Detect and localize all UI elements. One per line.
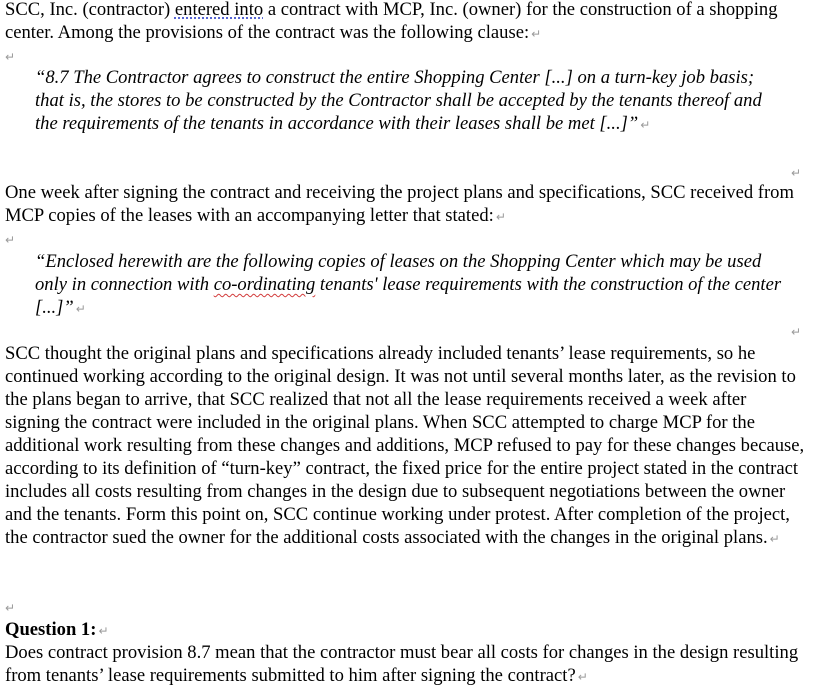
letter-intro-paragraph: [5, 181, 805, 229]
letter-intro-text: One week after signing the contract and receiving the project plans and specifications, SCC received from MCP copies of the leases with an accompanying letter that stated:: [5, 182, 794, 226]
narrative-text: SCC thought the original plans and specifications already included tenants’ lease requirements, so he continued working according to the original design. It was not until several months later, as the revision to the plans began to arrive, that SCC realized that not all the lease requirements received a week after signing the contract were included in the original plans. When SCC attempted to charge MCP for the additional work resulting from these changes and additions, MCP refused to pay for these changes because, according to its definition of “turn-key” contract, the fixed price for the entire project stated in the contract includes all costs resulting from changes in the design due to subsequent negotiations between the owner and the tenants. Form this point on, SCC continue working under protest. After completion of the project, the contractor sued the owner for the additional costs associated with the changes in the original plans.: [5, 343, 805, 548]
letter-quote-text-start: “Enclosed herewith are the following copies of leases on the Shopping Center which may be used only in connection with: [35, 251, 762, 295]
paragraph-mark-icon: ↵: [5, 601, 16, 615]
flagged-word[interactable]: co-ordinating: [213, 274, 316, 295]
paragraph-mark-icon: ↵: [640, 118, 651, 132]
letter-quote: [35, 250, 785, 321]
question-heading: [5, 618, 805, 643]
intro-paragraph: [5, 0, 805, 46]
intro-text-start: SCC, Inc. (contractor): [5, 0, 175, 20]
paragraph-mark-icon: ↵: [75, 302, 86, 316]
paragraph-mark-icon: ↵: [5, 50, 16, 64]
paragraph-mark-icon: ↵: [495, 210, 506, 224]
paragraph-mark-icon: ↵: [531, 27, 542, 41]
question-heading-text: Question 1:: [5, 619, 97, 640]
paragraph-mark-icon: ↵: [5, 233, 16, 247]
paragraph-mark-icon: ↵: [577, 670, 588, 684]
flagged-phrase[interactable]: entered into: [174, 0, 264, 20]
question-paragraph: [5, 641, 805, 689]
paragraph-mark-icon: ↵: [790, 325, 801, 339]
clause-quote: [35, 66, 785, 137]
paragraph-mark-icon: ↵: [790, 166, 801, 180]
paragraph-mark-icon: ↵: [769, 532, 780, 546]
narrative-paragraph: [5, 342, 805, 551]
clause-quote-text: “8.7 The Contractor agrees to construct the entire Shopping Center [...] on a turn-key job basis; that is, the stores to be constructed by the Contractor shall be accepted by the tenants thereof and the requirements of the tenants in accordance with their leases shall be met [...]”: [35, 67, 762, 134]
question-text: Does contract provision 8.7 mean that the contractor must bear all costs for changes in the design resulting from tenants’ lease requirements submitted to him after signing the contract?: [5, 642, 799, 686]
letter-quote-text-end: tenants' lease requirements with the construction of the center [...]”: [35, 274, 782, 318]
intro-text-end: a contract with MCP, Inc. (owner) for the construction of a shopping center. Among the provisions of the contract was the following clause:: [5, 0, 778, 43]
paragraph-mark-icon: ↵: [98, 624, 109, 638]
